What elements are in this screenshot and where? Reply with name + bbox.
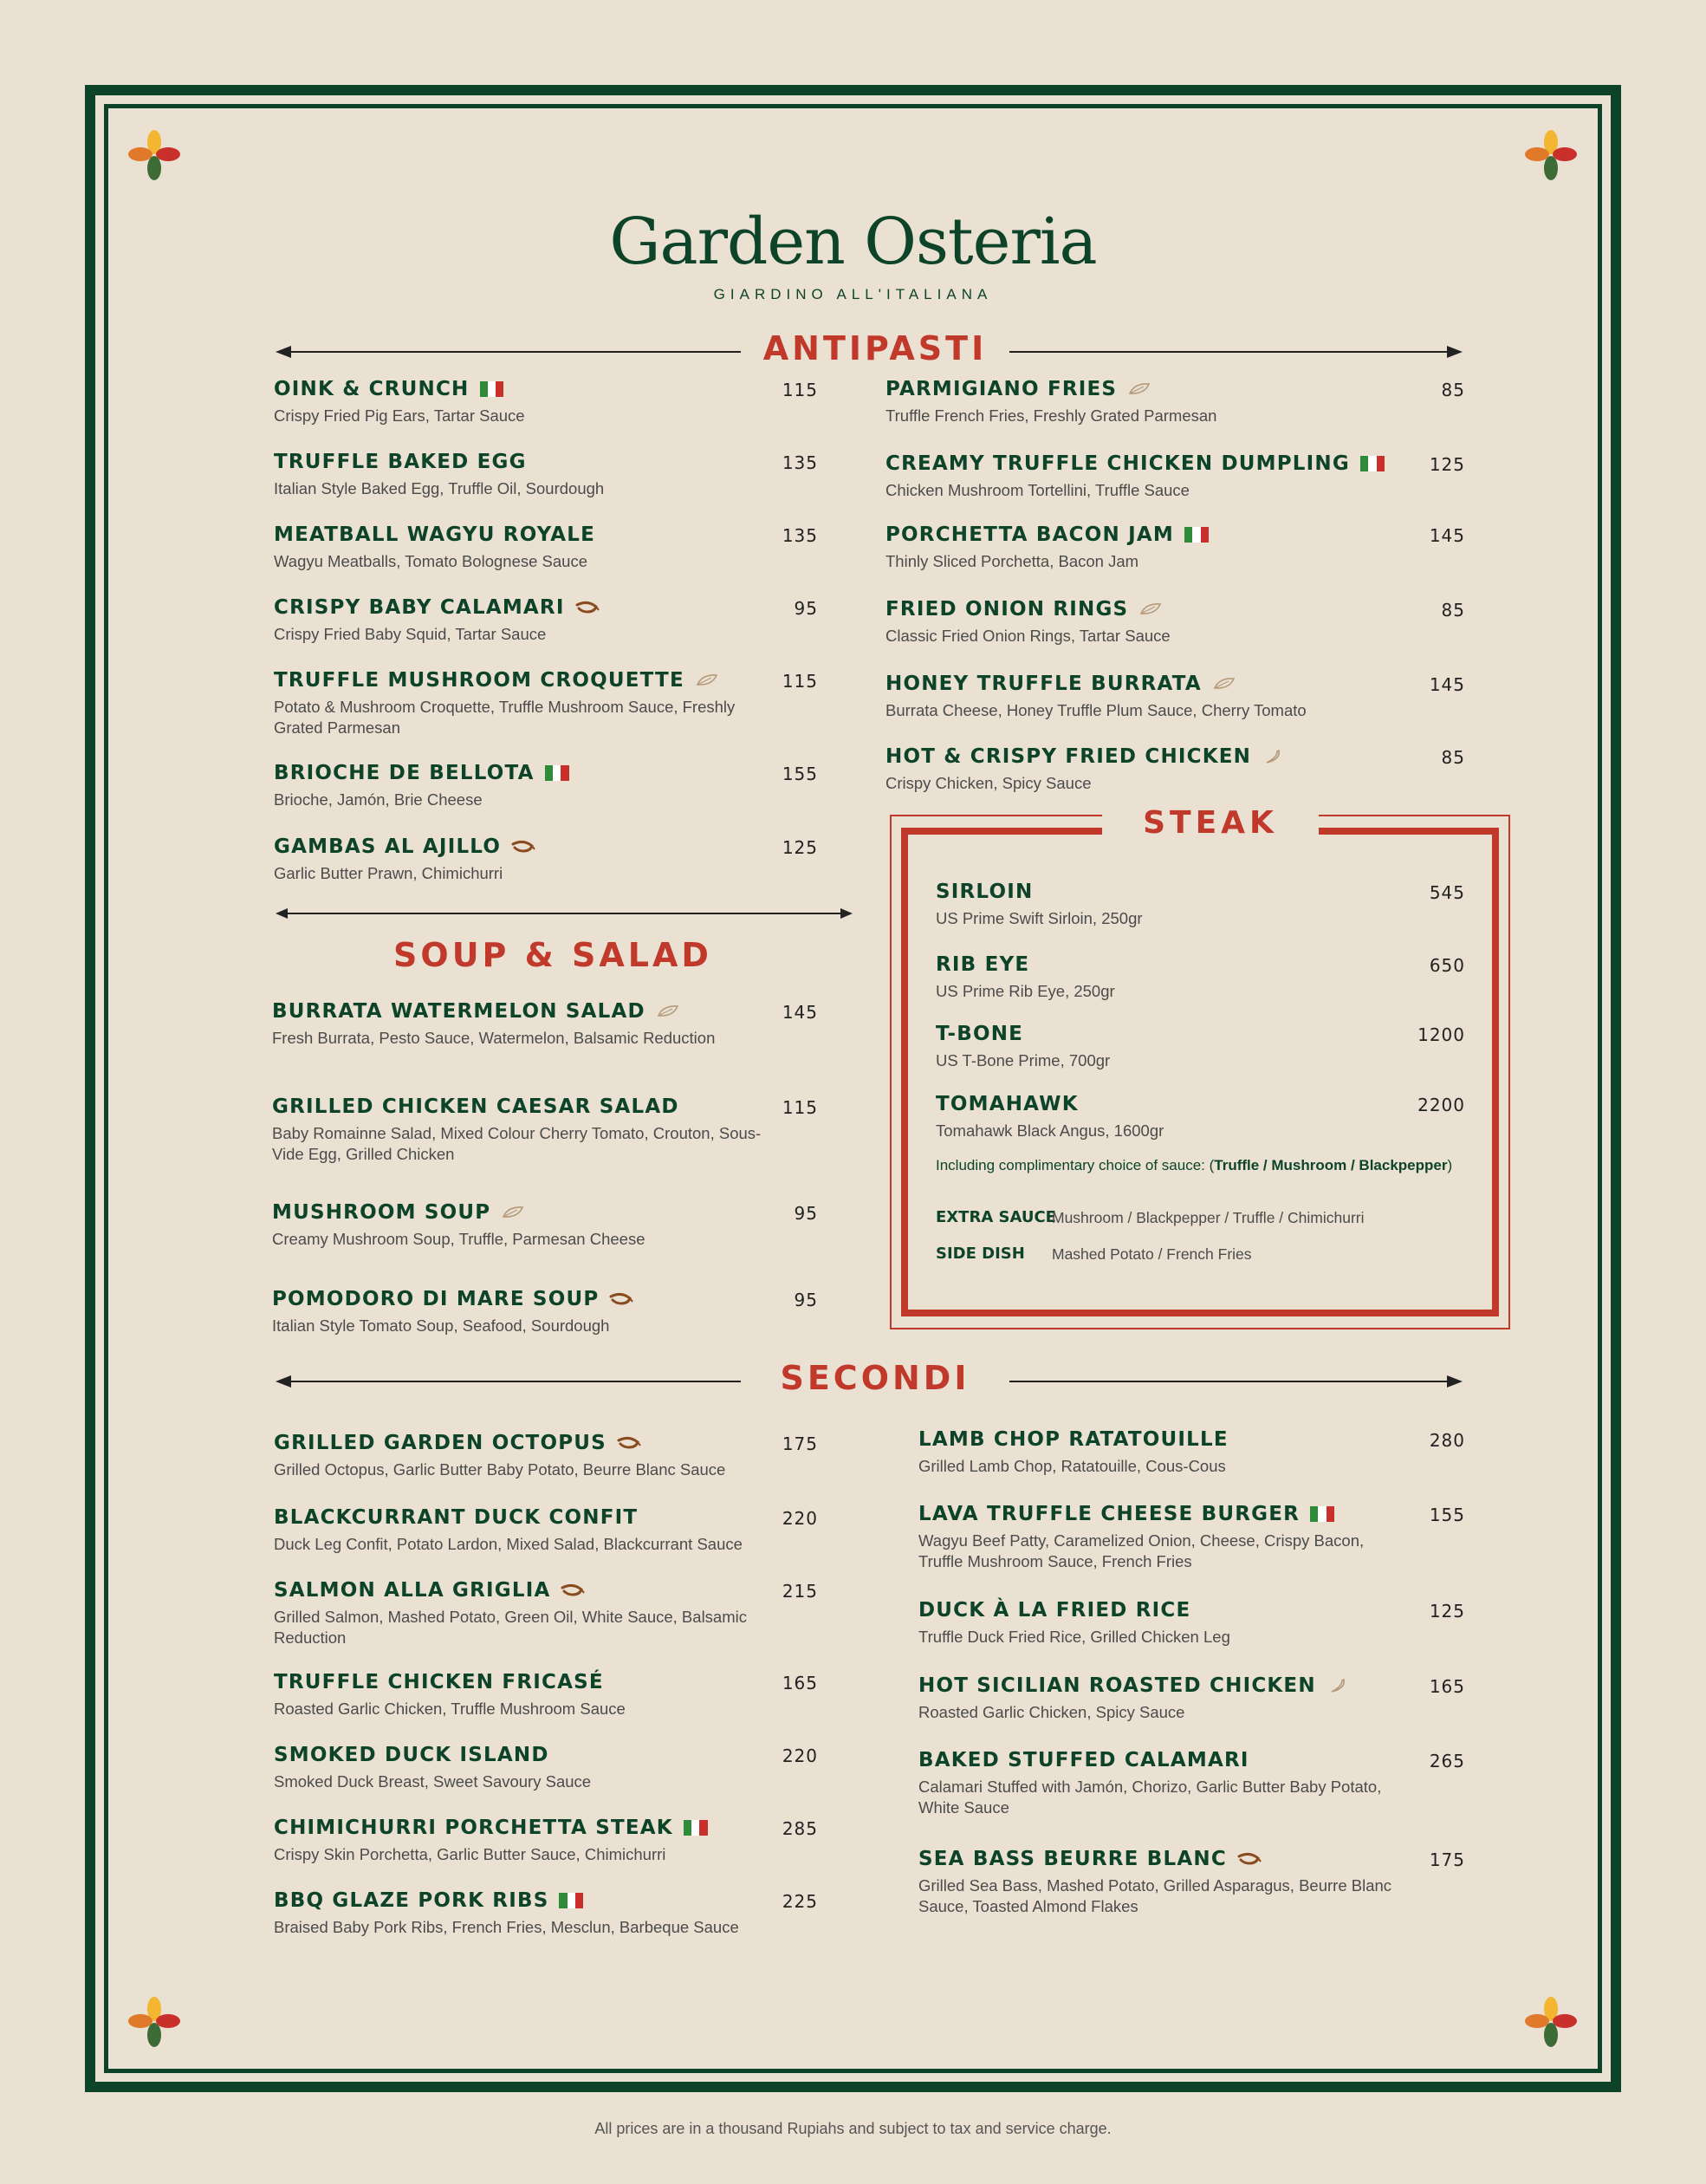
shrimp-icon (1237, 1851, 1262, 1867)
menu-item-name: GAMBAS AL AJILLO (274, 835, 502, 858)
menu-item-price: 135 (782, 452, 818, 473)
italian-flag-icon (1360, 456, 1385, 471)
menu-item-description: Grilled Sea Bass, Mashed Potato, Grilled Asparagus, Beurre Blanc Sauce, Toasted Almond Flakes (918, 1876, 1392, 1915)
italian-flag-icon (545, 765, 569, 781)
menu-item-title (885, 673, 1440, 695)
menu-item (274, 1671, 811, 1719)
menu-item-name: T-BONE (936, 1023, 1024, 1045)
menu-item-price: 285 (782, 1818, 818, 1839)
menu-item-title (918, 1848, 1404, 1870)
menu-item-title (936, 953, 1421, 976)
italian-flag-icon (1184, 527, 1209, 543)
menu-item (885, 745, 1440, 794)
menu-item-title (918, 1599, 1404, 1622)
menu-item-title (918, 1674, 1404, 1697)
menu-item-description: Wagyu Meatballs, Tomato Bolognese Sauce (274, 552, 587, 570)
menu-item-price: 125 (1429, 1601, 1465, 1622)
shrimp-icon (575, 600, 600, 615)
menu-item (274, 835, 759, 884)
menu-item-title (274, 1579, 811, 1602)
menu-item-title (274, 523, 759, 546)
leaf-icon (656, 1004, 680, 1019)
menu-item-name: HOT & CRISPY FRIED CHICKEN (885, 745, 1252, 768)
menu-item-name: MUSHROOM SOUP (272, 1201, 491, 1224)
menu-item-price: 2200 (1417, 1095, 1465, 1115)
italian-flag-icon (1310, 1506, 1334, 1522)
menu-item-name: DUCK À LA FRIED RICE (918, 1599, 1191, 1622)
shrimp-icon (561, 1583, 585, 1598)
menu-item-price: 115 (782, 671, 818, 692)
menu-item (918, 1599, 1404, 1648)
menu-item-description: US T-Bone Prime, 700gr (936, 1051, 1111, 1069)
menu-item-description: Tomahawk Black Angus, 1600gr (936, 1121, 1164, 1140)
flower-ornament-icon (1523, 1995, 1579, 2051)
menu-item-name: CHIMICHURRI PORCHETTA STEAK (274, 1817, 673, 1839)
menu-item-price: 115 (782, 1097, 818, 1118)
menu-item-price: 225 (782, 1891, 818, 1912)
menu-item (274, 1579, 811, 1648)
menu-item-name: TRUFFLE CHICKEN FRICASÉ (274, 1671, 604, 1693)
menu-item-title (936, 881, 1421, 903)
section-title-antipasti: ANTIPASTI (741, 329, 1009, 367)
menu-item-description: Crispy Fried Pig Ears, Tartar Sauce (274, 406, 525, 425)
menu-item-title (274, 762, 759, 784)
menu-item (274, 762, 759, 810)
menu-item-name: GRILLED CHICKEN CAESAR SALAD (272, 1095, 679, 1118)
menu-item (274, 596, 759, 645)
menu-item-title (272, 1095, 792, 1118)
restaurant-tagline: GIARDINO ALL'ITALIANA (713, 286, 993, 302)
menu-item-title (274, 1817, 811, 1839)
menu-item-title (274, 451, 759, 473)
menu-item-description: Burrata Cheese, Honey Truffle Plum Sauce, Cherry Tomato (885, 701, 1307, 719)
menu-item-price: 145 (1429, 525, 1465, 546)
menu-item-title (274, 596, 759, 619)
menu-item (885, 673, 1440, 721)
menu-item-name: TRUFFLE MUSHROOM CROQUETTE (274, 669, 684, 692)
menu-item-name: LAVA TRUFFLE CHEESE BURGER (918, 1503, 1301, 1525)
menu-item-description: Roasted Garlic Chicken, Truffle Mushroom Sauce (274, 1700, 626, 1718)
leaf-icon (1212, 676, 1236, 692)
menu-item-name: BURRATA WATERMELON SALAD (272, 1000, 645, 1023)
menu-item-name: HOT SICILIAN ROASTED CHICKEN (918, 1674, 1316, 1697)
menu-item (272, 1288, 792, 1336)
menu-item-price: 85 (1441, 600, 1465, 621)
menu-item-description: Roasted Garlic Chicken, Spicy Sauce (918, 1703, 1185, 1721)
menu-item (272, 1201, 792, 1250)
menu-item-description: Crispy Skin Porchetta, Garlic Butter Sauce, Chimichurri (274, 1845, 666, 1863)
steak-sauce-note: Including complimentary choice of sauce: (Truffle / Mushroom / Blackpepper) (936, 1157, 1453, 1173)
shrimp-icon (511, 839, 535, 855)
menu-item-name: POMODORO DI MARE SOUP (272, 1288, 600, 1310)
menu-item-name: TRUFFLE BAKED EGG (274, 451, 527, 473)
menu-item-description: Thinly Sliced Porchetta, Bacon Jam (885, 552, 1139, 570)
menu-item (936, 1023, 1421, 1071)
menu-item-description: US Prime Swift Sirloin, 250gr (936, 909, 1143, 927)
menu-item (274, 378, 759, 426)
menu-item-title (274, 835, 759, 858)
menu-item-description: Creamy Mushroom Soup, Truffle, Parmesan Cheese (272, 1230, 645, 1248)
menu-item (274, 523, 759, 572)
menu-item-name: SALMON ALLA GRIGLIA (274, 1579, 551, 1602)
menu-item-description: Grilled Lamb Chop, Ratatouille, Cous-Cous (918, 1457, 1226, 1475)
menu-item-title (274, 1744, 811, 1766)
menu-item-title (918, 1428, 1404, 1451)
side-dish-label: SIDE DISH (936, 1245, 1025, 1263)
menu-item-description: Italian Style Tomato Soup, Seafood, Sourdough (272, 1316, 610, 1335)
menu-item-description: Classic Fried Onion Rings, Tartar Sauce (885, 627, 1171, 645)
menu-item (936, 953, 1421, 1002)
menu-item-name: SMOKED DUCK ISLAND (274, 1744, 549, 1766)
menu-item-name: CREAMY TRUFFLE CHICKEN DUMPLING (885, 452, 1350, 475)
menu-item-title (885, 745, 1440, 768)
flower-ornament-icon (126, 1995, 182, 2051)
menu-item-description: Italian Style Baked Egg, Truffle Oil, Sourdough (274, 479, 605, 497)
chili-icon (1327, 1678, 1351, 1693)
shrimp-icon (617, 1435, 641, 1451)
menu-item-description: Grilled Octopus, Garlic Butter Baby Potato, Beurre Blanc Sauce (274, 1460, 726, 1479)
menu-item-title (936, 1023, 1421, 1045)
menu-item-description: Truffle Duck Fried Rice, Grilled Chicken Leg (918, 1628, 1230, 1646)
menu-item-description: Crispy Chicken, Spicy Sauce (885, 774, 1092, 792)
menu-item (274, 1889, 811, 1938)
menu-item-price: 165 (782, 1673, 818, 1693)
menu-item-description: Potato & Mushroom Croquette, Truffle Mushroom Sauce, Freshly Grated Parmesan (274, 698, 736, 737)
menu-item (936, 881, 1421, 929)
menu-item-price: 85 (1441, 747, 1465, 768)
menu-item (918, 1749, 1404, 1818)
menu-item (274, 1744, 811, 1792)
menu-item (274, 1817, 811, 1865)
menu-item-description: US Prime Rib Eye, 250gr (936, 982, 1115, 1000)
menu-item-price: 165 (1429, 1676, 1465, 1697)
menu-item-description: Garlic Butter Prawn, Chimichurri (274, 864, 503, 882)
leaf-icon (1138, 601, 1163, 617)
menu-item-title (272, 1201, 792, 1224)
italian-flag-icon (684, 1820, 708, 1836)
menu-item-price: 155 (1429, 1505, 1465, 1525)
menu-item-price: 280 (1429, 1430, 1465, 1451)
menu-item-description: Fresh Burrata, Pesto Sauce, Watermelon, Balsamic Reduction (272, 1029, 716, 1047)
extra-sauce-options: Mushroom / Blackpepper / Truffle / Chimichurri (1052, 1209, 1365, 1226)
menu-item-title (274, 1671, 811, 1693)
menu-item-title (918, 1749, 1404, 1771)
menu-item-name: GRILLED GARDEN OCTOPUS (274, 1432, 607, 1454)
chili-icon (1262, 749, 1286, 764)
flower-ornament-icon (126, 128, 182, 184)
menu-item (885, 523, 1440, 572)
menu-item-title (274, 1889, 811, 1912)
menu-item-name: HONEY TRUFFLE BURRATA (885, 673, 1202, 695)
menu-item-price: 650 (1429, 955, 1465, 976)
menu-item-title (272, 1000, 792, 1023)
menu-item-description: Braised Baby Pork Ribs, French Fries, Mesclun, Barbeque Sauce (274, 1918, 739, 1936)
menu-item-name: FRIED ONION RINGS (885, 598, 1129, 621)
menu-item-description: Wagyu Beef Patty, Caramelized Onion, Cheese, Crispy Bacon, Truffle Mushroom Sauce, French Fries (918, 1531, 1365, 1570)
price-disclaimer: All prices are in a thousand Rupiahs and subject to tax and service charge. (594, 2120, 1112, 2137)
menu-item-title (274, 378, 759, 400)
menu-item-price: 95 (794, 1290, 818, 1310)
menu-item (885, 378, 1440, 426)
menu-item-title (918, 1503, 1404, 1525)
extra-sauce-label: EXTRA SAUCE (936, 1208, 1056, 1226)
menu-item-price: 220 (782, 1745, 818, 1766)
menu-item-price: 95 (794, 1203, 818, 1224)
leaf-icon (695, 673, 719, 688)
menu-item (272, 1095, 792, 1165)
menu-item (936, 1093, 1421, 1141)
menu-item-price: 85 (1441, 380, 1465, 400)
menu-item-description: Smoked Duck Breast, Sweet Savoury Sauce (274, 1772, 592, 1791)
menu-item-name: MEATBALL WAGYU ROYALE (274, 523, 596, 546)
menu-item-name: SIRLOIN (936, 881, 1034, 903)
menu-item-price: 220 (782, 1508, 818, 1529)
menu-item-name: CRISPY BABY CALAMARI (274, 596, 565, 619)
menu-item-price: 265 (1429, 1751, 1465, 1771)
menu-item-price: 175 (782, 1433, 818, 1454)
menu-item (885, 452, 1440, 501)
menu-item-description: Crispy Fried Baby Squid, Tartar Sauce (274, 625, 547, 643)
menu-item-name: LAMB CHOP RATATOUILLE (918, 1428, 1229, 1451)
menu-item-description: Truffle French Fries, Freshly Grated Parmesan (885, 406, 1217, 425)
menu-item-name: BRIOCHE DE BELLOTA (274, 762, 535, 784)
menu-item-description: Baby Romainne Salad, Mixed Colour Cherry Tomato, Crouton, Sous-Vide Egg, Grilled Chicken (272, 1124, 762, 1163)
menu-item-name: SEA BASS BEURRE BLANC (918, 1848, 1227, 1870)
menu-item-price: 115 (782, 380, 818, 400)
italian-flag-icon (559, 1893, 583, 1908)
menu-item-title (272, 1288, 792, 1310)
menu-item (885, 598, 1440, 647)
section-title-secondi: SECONDI (741, 1359, 1009, 1397)
menu-item-price: 545 (1429, 882, 1465, 903)
menu-item (274, 669, 759, 738)
shrimp-icon (609, 1291, 633, 1307)
menu-item (918, 1428, 1404, 1477)
menu-item-title (885, 452, 1440, 475)
menu-item-price: 95 (794, 598, 818, 619)
menu-item-price: 1200 (1417, 1024, 1465, 1045)
menu-item-description: Calamari Stuffed with Jamón, Chorizo, Garlic Butter Baby Potato, White Sauce (918, 1778, 1382, 1817)
menu-item (274, 1506, 811, 1555)
menu-item-title (936, 1093, 1421, 1115)
restaurant-name: Garden Osteria (609, 205, 1097, 279)
soup-salad-divider-arrow (276, 905, 853, 922)
section-title-steak: STEAK (1102, 805, 1319, 841)
menu-item-price: 145 (1429, 674, 1465, 695)
flower-ornament-icon (1523, 128, 1579, 184)
menu-item-title (885, 598, 1440, 621)
menu-item (274, 1432, 811, 1480)
side-dish-options: Mashed Potato / French Fries (1052, 1245, 1252, 1263)
menu-item-name: PARMIGIANO FRIES (885, 378, 1118, 400)
leaf-icon (1127, 381, 1151, 397)
menu-item-title (274, 1506, 811, 1529)
menu-item-price: 215 (782, 1581, 818, 1602)
menu-item-title (885, 378, 1440, 400)
menu-item-name: PORCHETTA BACON JAM (885, 523, 1174, 546)
menu-item-price: 155 (782, 764, 818, 784)
menu-item-title (274, 669, 759, 692)
leaf-icon (501, 1205, 525, 1220)
menu-item-price: 135 (782, 525, 818, 546)
section-title-soup-salad: SOUP & SALAD (362, 936, 743, 974)
menu-item-price: 145 (782, 1002, 818, 1023)
menu-item-price: 125 (1429, 454, 1465, 475)
menu-item-title (274, 1432, 811, 1454)
menu-item (918, 1674, 1404, 1723)
menu-item-description: Duck Leg Confit, Potato Lardon, Mixed Salad, Blackcurrant Sauce (274, 1535, 743, 1553)
menu-item (272, 1000, 792, 1049)
menu-item-price: 125 (782, 837, 818, 858)
menu-item-name: OINK & CRUNCH (274, 378, 470, 400)
menu-item-price: 175 (1429, 1849, 1465, 1870)
menu-item-description: Grilled Salmon, Mashed Potato, Green Oil, White Sauce, Balsamic Reduction (274, 1608, 747, 1647)
menu-item-title (885, 523, 1440, 546)
menu-item-name: BLACKCURRANT DUCK CONFIT (274, 1506, 639, 1529)
menu-item (274, 451, 759, 499)
menu-item-description: Brioche, Jamón, Brie Cheese (274, 790, 483, 809)
italian-flag-icon (480, 381, 504, 397)
menu-item-name: TOMAHAWK (936, 1093, 1079, 1115)
menu-item-name: RIB EYE (936, 953, 1030, 976)
menu-item-description: Chicken Mushroom Tortellini, Truffle Sauce (885, 481, 1190, 499)
menu-item (918, 1848, 1404, 1917)
menu-item-name: BBQ GLAZE PORK RIBS (274, 1889, 549, 1912)
menu-item (918, 1503, 1404, 1572)
menu-item-name: BAKED STUFFED CALAMARI (918, 1749, 1249, 1771)
